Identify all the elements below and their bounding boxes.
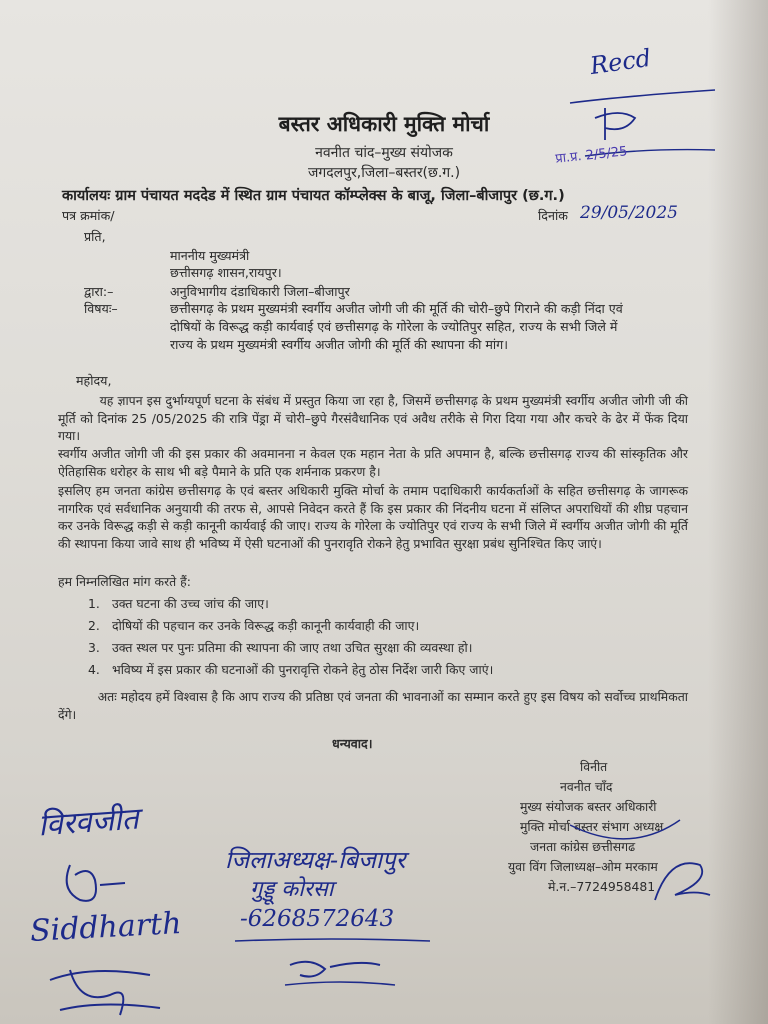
list-item: 1. उक्त घटना की उच्च जांच की जाए। xyxy=(88,596,269,611)
paragraph-2: स्वर्गीय अजीत जोगी जी की इस प्रकार की अवमानना न केवल एक महान नेता के प्रति अपमान है, बल्कि छत्तीसगढ़ राज्य की सांस्कृतिक और ऐतिहासिक धरोहर के साथ भी बड़े पैमाने के प्रति एक शर्मनाक प्रकरण है। xyxy=(58,446,688,479)
signature-line: युवा विंग जिलाध्यक्ष–ओम मरकाम xyxy=(508,859,658,874)
address-line: जगदलपुर,जिला–बस्तर(छ.ग.) xyxy=(307,165,461,181)
to-label: प्रति, xyxy=(84,229,106,244)
list-item: 2. दोषियों की पहचान कर उनके विरूद्ध कड़ी कानूनी कार्यवाही की जाए। xyxy=(88,618,420,633)
signature-line: जनता कांग्रेस छत्तीसगढ xyxy=(530,839,636,854)
subject-label: विषयः– xyxy=(84,301,118,316)
paragraph-1: यह ज्ञापन इस दुर्भाग्यपूर्ण घटना के संबंध में प्रस्तुत किया जा रहा है, जिसमें छत्तीसगढ़ के प्रथम मुख्यमंत्री स्वर्गीय अजीत जोगी जी की मूर्ति को दिनांक 25 /05/2025 की रात्रि पेंड्रा में चोरी–छुपे गैरसंवैधानिक एवं अवैध तरीके से गिरा दिया गया और कचरे के ढेर में फेंक दिया गया। xyxy=(58,393,692,443)
handwritten-name-3: गुड्डू कोरसा xyxy=(250,877,334,902)
signature-line: नवनीत चाँद xyxy=(560,779,613,794)
subject-line-1: छत्तीसगढ़ के प्रथम मुख्यमंत्री स्वर्गीय अजीत जोगी जी की मूर्ति की चोरी–छुपे गिराने की कड़ी निंदा एवं xyxy=(170,301,623,316)
recipient-line-1: माननीय मुख्यमंत्री xyxy=(170,248,250,263)
handwritten-scribble-1 xyxy=(55,855,135,915)
handwritten-name-2: Siddharth xyxy=(29,906,183,949)
through-value: अनुविभागीय दंडाधिकारी जिला–बीजापुर xyxy=(170,284,350,299)
handwritten-district-president: जिलाअध्यक्ष-बिजापुर xyxy=(225,846,406,874)
received-stamp: प्रा.प्र. 2/5/25 xyxy=(554,144,629,167)
list-item: 3. उक्त स्थल पर पुनः प्रतिमा की स्थापना की जाए तथा उचित सुरक्षा की व्यवस्था हो। xyxy=(88,640,473,655)
handwritten-phone: -6268572643 xyxy=(240,906,395,932)
thanks-line: धन्यवाद। xyxy=(332,736,373,751)
date-value: 29/05/2025 xyxy=(580,203,678,223)
closing-paragraph: अतः महोदय हमें विश्वास है कि आप राज्य की प्रतिष्ठा एवं जनता की भावनाओं का सम्मान करते हुए इस विषय को सर्वोच्च प्राथमिकता देंगे। xyxy=(58,689,692,722)
handwritten-scribble-2 xyxy=(40,960,180,1024)
salutation: महोदय, xyxy=(76,373,112,388)
through-label: द्वारा:– xyxy=(84,284,114,299)
received-note: Recd xyxy=(588,43,653,81)
signature-line: मुख्य संयोजक बस्तर अधिकारी xyxy=(520,799,657,814)
signature-line: विनीत xyxy=(580,759,608,774)
convenor-line: नवनीत चांद–मुख्य संयोजक xyxy=(315,145,453,161)
paragraph-4: हम निम्नलिखित मांग करते हैं: xyxy=(58,574,191,589)
office-address: कार्यालयः ग्राम पंचायत मददेड में स्थित ग्राम पंचायत कॉम्प्लेक्स के बाजू, जिला–बीजापुर (छ.ग.) xyxy=(62,188,565,204)
recipient-line-2: छत्तीसगढ़ शासन,रायपुर। xyxy=(170,265,282,280)
paragraph-3: इसलिए हम जनता कांग्रेस छत्तीसगढ़ के एवं बस्तर अधिकारी मुक्ति मोर्चा के तमाम पदाधिकारी कार्यकर्ताओं के सहित छत्तीसगढ़ के जागरूक नागरिक एवं सर्वधानिक अनुयायी की तरफ से, आपसे निवेदन करते हैं कि इस प्रकार की निंदनीय घटना में संलिप्त अपराधियों की शीघ्र पहचान कर उनके विरूद्ध कड़ी से कड़ी कानूनी कार्यवाई की जाए। राज्य के गोरेला के ज्योतिपुर एवं राज्य के सभी जिले में स्वर्गीय अजीत जोगी की मूर्ति की स्थापना किया जावे साथ ही भविष्य में ऐसी घटनाओं की पुनरावृति रोकने हेतु प्रभावित सुरक्षा प्रबंध सुनिश्चित किए जाएं। xyxy=(58,483,688,551)
org-title: बस्तर अधिकारी मुक्ति मोर्चा xyxy=(278,112,490,136)
handwritten-name-1: विरवजीत xyxy=(37,801,140,844)
handwritten-underline xyxy=(230,935,440,995)
letter-number-label: पत्र क्रमांक/ xyxy=(62,208,115,223)
list-item: 4. भविष्य में इस प्रकार की घटनाओं की पुनरावृत्ति रोकने हेतु ठोस निर्देश जारी किए जाएं। xyxy=(88,662,494,677)
signature-line: मे.न.–7724958481 xyxy=(548,879,656,894)
demands-list xyxy=(88,593,493,681)
sender-signature-scribble xyxy=(560,795,740,915)
signature-line: मुक्ति मोर्चा बस्तर संभाग अध्यक्ष xyxy=(520,819,664,834)
subject-line-2: दोषियों के विरूद्ध कड़ी कार्यवाई एवं छत्तीसगढ़ के गोरेला के ज्योतिपुर सहित, राज्य के सभी जिले में xyxy=(170,319,618,334)
subject-line-3: राज्य के प्रथम मुख्यमंत्री स्वर्गीय अजीत जोगी की मूर्ति की स्थापना की मांग। xyxy=(170,337,509,352)
date-label: दिनांक xyxy=(538,208,568,223)
